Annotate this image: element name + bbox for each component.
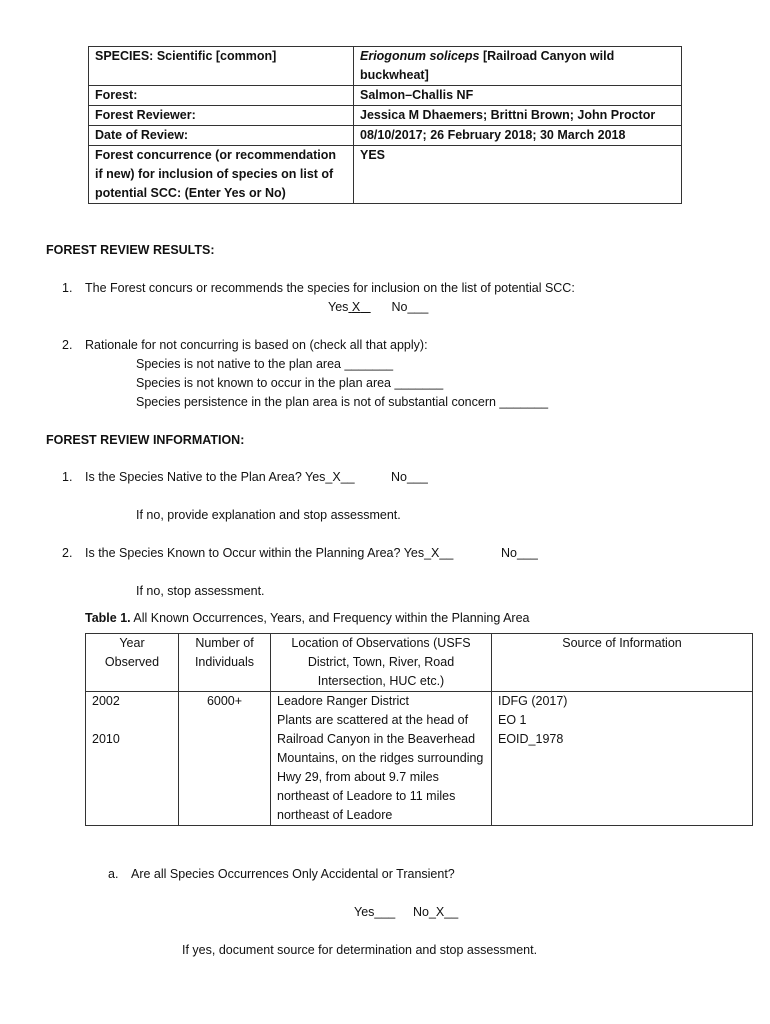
info-q1-no: No___ xyxy=(391,470,428,484)
header-individuals: Number of Individuals xyxy=(179,634,271,692)
concurrence-label: Forest concurrence (or recommendation if new) for inclusion of species on list of potential SCC: (Enter Yes or No) xyxy=(89,146,354,204)
location-description: Plants are scattered at the head of Railroad Canyon in the Beaverhead Mountains, on the ridges surrounding Hwy 29, from about 9.7 miles northeast of Leadore to 11 miles northeast of Leadore xyxy=(277,713,484,822)
year-2010: 2010 xyxy=(92,732,120,746)
results-yes-label: Yes xyxy=(328,300,349,314)
years-cell xyxy=(86,692,179,826)
table-row xyxy=(86,692,753,826)
results-item-1-text: The Forest concurs or recommends the species for inclusion on the list of potential SCC: xyxy=(85,281,575,295)
header-source: Source of Information xyxy=(492,634,753,692)
individuals-cell: 6000+ xyxy=(179,692,271,826)
info-q1-number: 1. xyxy=(62,470,73,484)
species-value xyxy=(354,47,682,86)
question-a-yes: Yes___ xyxy=(354,905,396,919)
review-date-label: Date of Review: xyxy=(89,126,354,146)
species-scientific-name: Eriogonum soliceps xyxy=(360,49,480,63)
source-eoid: EOID_1978 xyxy=(498,732,564,746)
table-caption xyxy=(85,609,529,628)
question-a-note: If yes, document source for determination and stop assessment. xyxy=(182,943,538,957)
info-q2-note: If no, stop assessment. xyxy=(136,584,265,598)
rationale-not-known: Species is not known to occur in the plan area _______ xyxy=(136,376,444,390)
information-heading: FOREST REVIEW INFORMATION: xyxy=(46,433,245,447)
review-date-value: 08/10/2017; 26 February 2018; 30 March 2018 xyxy=(354,126,682,146)
table-caption-label: Table 1. xyxy=(85,611,131,625)
header-year: Year Observed xyxy=(86,634,179,692)
info-q1-text: Is the Species Native to the Plan Area? Yes_X__ xyxy=(85,470,355,484)
results-item-1-answer xyxy=(328,298,428,317)
results-item-2-number: 2. xyxy=(62,338,73,352)
results-item-1-number: 1. xyxy=(62,281,73,295)
info-q1-note: If no, provide explanation and stop assessment. xyxy=(136,508,401,522)
occurrence-table xyxy=(85,633,753,826)
info-q2-no: No___ xyxy=(501,546,538,560)
concurrence-value: YES xyxy=(354,146,682,204)
rationale-persistence: Species persistence in the plan area is not of substantial concern _______ xyxy=(136,395,549,409)
results-heading: FOREST REVIEW RESULTS: xyxy=(46,243,215,257)
info-q2-number: 2. xyxy=(62,546,73,560)
results-item-2-text: Rationale for not concurring is based on (check all that apply): xyxy=(85,338,428,352)
species-summary-table xyxy=(88,46,682,204)
source-eo: EO 1 xyxy=(498,713,527,727)
forest-value: Salmon–Challis NF xyxy=(354,86,682,106)
forest-label: Forest: xyxy=(89,86,354,106)
year-2002: 2002 xyxy=(92,694,120,708)
info-q2-text: Is the Species Known to Occur within the Planning Area? Yes_X__ xyxy=(85,546,454,560)
species-common-name: [Railroad Canyon wild buckwheat] xyxy=(360,49,615,82)
results-no-label: No___ xyxy=(391,300,429,314)
source-cell xyxy=(492,692,753,826)
table-header-row xyxy=(86,634,753,692)
question-a-no: No_X__ xyxy=(413,905,459,919)
location-district: Leadore Ranger District xyxy=(277,694,410,708)
header-location: Location of Observations (USFS District, Town, River, Road Intersection, HUC etc.) xyxy=(271,634,492,692)
reviewer-label: Forest Reviewer: xyxy=(89,106,354,126)
source-idfg: IDFG (2017) xyxy=(498,694,568,708)
location-cell xyxy=(271,692,492,826)
question-a-label: a. xyxy=(108,867,119,881)
rationale-not-native: Species is not native to the plan area _______ xyxy=(136,357,394,371)
reviewer-value: Jessica M Dhaemers; Brittni Brown; John Proctor xyxy=(354,106,682,126)
results-yes-mark: X xyxy=(351,300,361,314)
question-a-text: Are all Species Occurrences Only Accidental or Transient? xyxy=(131,867,455,881)
species-label: SPECIES: Scientific [common] xyxy=(89,47,354,86)
table-caption-text: All Known Occurrences, Years, and Frequency within the Planning Area xyxy=(130,611,530,625)
